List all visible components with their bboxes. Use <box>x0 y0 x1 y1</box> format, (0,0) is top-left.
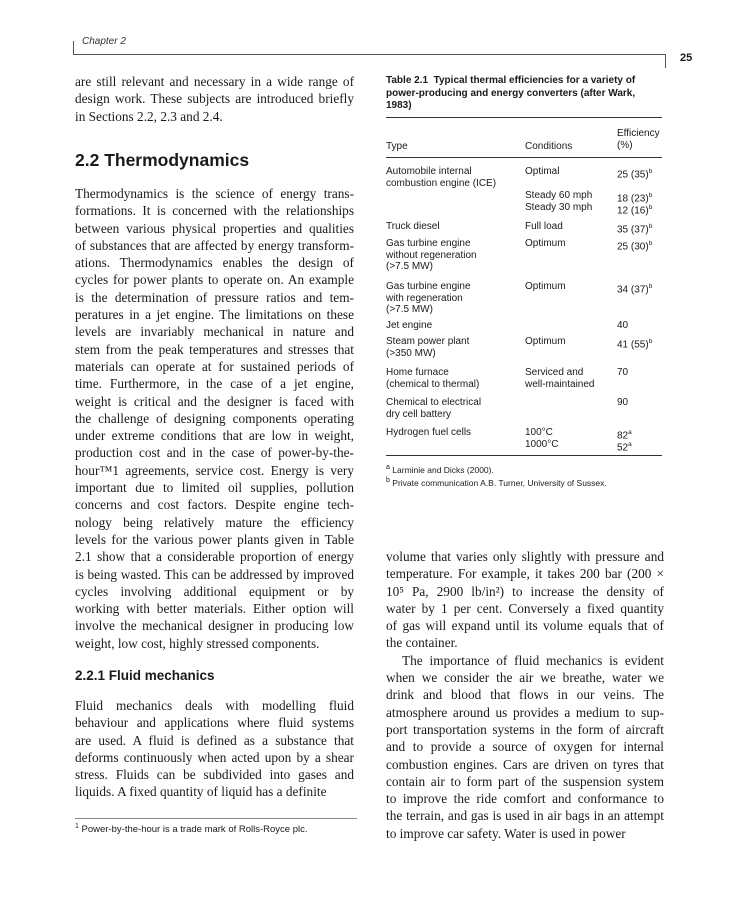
table-cell-conditions <box>525 190 592 202</box>
footnote-rule <box>75 818 357 819</box>
running-header-chapter: Chapter 2 <box>82 36 126 47</box>
table-cell-efficiency <box>617 202 652 217</box>
cell-text: with regeneration <box>386 292 463 304</box>
text-line: The importance of fluid mechanics is evident <box>402 652 664 668</box>
table-cell-type <box>386 281 471 293</box>
table-cell-type <box>386 178 496 190</box>
section-heading-thermodynamics: 2.2 Thermodynamics <box>75 150 250 170</box>
cell-text: 40 <box>617 320 629 331</box>
cell-text: (>350 MW) <box>386 347 436 359</box>
footnote <box>75 823 308 835</box>
text-line: behaviour and applications where fluid systems <box>75 715 354 731</box>
table-cell-conditions <box>525 439 558 451</box>
footnote-ref: b <box>648 240 653 247</box>
footnote-ref: a <box>628 440 632 448</box>
table-caption <box>386 75 662 113</box>
text-line: volume that varies only slightly with pressure and <box>386 549 664 564</box>
text-line: stem from the peak temperatures and stresses that <box>75 341 354 357</box>
text-line: drink and blood that flows in our veins. The <box>386 687 664 703</box>
header-rule-tick <box>73 41 74 55</box>
cell-text: 82 <box>617 430 629 442</box>
table-cell-type <box>386 348 436 360</box>
table-cell-efficiency <box>617 166 652 181</box>
text-line: involve the mechanical designer in producing low <box>75 618 354 634</box>
cell-text: dry cell battery <box>386 408 452 420</box>
fluid-mechanics-continued-paragraph <box>386 548 664 842</box>
text-line: when we consider the air we breathe, water we <box>386 670 664 686</box>
cell-text: 70 <box>617 367 629 378</box>
text-line: hour™1 agreements, service cost. Energy is very <box>75 462 354 478</box>
cell-text: (>7.5 MW) <box>386 304 433 315</box>
table-cell-efficiency <box>617 397 628 409</box>
cell-text: Automobile internal <box>386 166 472 177</box>
cell-text: 35 (37) <box>617 224 649 236</box>
table-note-mark: b <box>386 477 390 484</box>
table-note-a <box>386 464 494 475</box>
thermodynamics-paragraph <box>75 185 354 652</box>
footnote-mark: 1 <box>75 823 79 830</box>
text-line: ations. Thermodynamics enables the design of <box>75 255 354 271</box>
text-line: of gas will expand until its volume equals that of <box>386 618 664 634</box>
text-line: stress. Fluids can be subdivided into gases and <box>75 767 354 783</box>
cell-text: Steam power plant <box>386 336 470 347</box>
table-cell-efficiency <box>617 320 628 332</box>
table-label: Table 2.1 <box>386 75 429 86</box>
fluid-mechanics-paragraph <box>75 697 354 801</box>
subsection-heading-fluid-mechanics: 2.2.1 Fluid mechanics <box>75 668 215 683</box>
footnote-ref: b <box>648 223 653 230</box>
text-line: contain air to form part of the suspension system <box>386 773 664 789</box>
text-line: weight is critical and the designer is faced with <box>75 393 354 409</box>
cell-text: Truck diesel <box>386 221 440 232</box>
cell-text: 25 (35) <box>617 169 649 181</box>
text-line: important due to limited oil supplies, pollution <box>75 480 354 496</box>
column-header-type: Type <box>386 141 408 152</box>
cell-text: without regeneration <box>386 249 477 261</box>
text-line: water by 1 per cent. Conversely a fixed quantity <box>386 600 664 616</box>
cell-text: Gas turbine engine <box>386 238 471 249</box>
table-cell-type <box>386 379 479 391</box>
text-line: of substances that are affected by energy transform- <box>75 237 354 253</box>
table-cell-conditions <box>525 221 563 233</box>
text-line: is being wasted. This can be addressed by improved <box>75 566 354 582</box>
text-line: the container. <box>386 635 458 651</box>
text-line: time. Furthermore, in the case of a jet engine, <box>75 376 354 392</box>
text-line: cycles for power plants to operate on. An example <box>75 272 354 288</box>
cell-text: Optimum <box>525 238 566 249</box>
table-cell-conditions <box>525 166 559 178</box>
table-cell-efficiency <box>617 336 652 351</box>
cell-text: 90 <box>617 397 629 408</box>
text-line: production cost and in the case of power-by-the- <box>75 445 354 461</box>
cell-text: 52 <box>617 441 629 453</box>
cell-text: 12 (16) <box>617 204 649 216</box>
text-line: levels are invariably mechanical in nature and <box>75 324 354 340</box>
cell-text: Optimum <box>525 336 566 347</box>
table-cell-type <box>386 320 432 332</box>
table-cell-type <box>386 293 463 305</box>
text-line: combustion engines. Cars are driven on tyres that <box>386 756 664 772</box>
header-rule-tick <box>665 54 666 68</box>
table-cell-efficiency <box>617 439 632 454</box>
table-note-text: Larminie and Dicks (2000). <box>392 464 494 475</box>
table-rule <box>386 455 662 456</box>
cell-text: 41 (55) <box>617 339 649 351</box>
page-number: 25 <box>680 52 693 64</box>
table-rule <box>386 117 662 118</box>
intro-paragraph <box>75 73 354 125</box>
text-line: between various physical properties and qualities <box>75 220 354 236</box>
table-cell-type <box>386 409 451 421</box>
table-cell-conditions <box>525 379 594 391</box>
text-line: design work. These subjects are introduced briefly <box>75 91 354 107</box>
text-line: is the determination of pressure ratios and tem- <box>75 289 354 305</box>
footnote-ref: b <box>648 192 653 199</box>
table-note-b <box>386 477 607 488</box>
table-cell-conditions <box>525 281 566 293</box>
cell-text: Optimal <box>525 166 560 177</box>
text-line: 2.1 show that a considerable proportion of energy <box>75 549 354 565</box>
text-line: and to provide a source of oxygen for internal <box>386 739 664 755</box>
table-cell-conditions <box>525 336 566 348</box>
table-cell-type <box>386 250 477 262</box>
text-line: weight, low cost, highly stressed components. <box>75 635 320 651</box>
table-cell-type <box>386 238 471 250</box>
cell-text: Jet engine <box>386 320 433 331</box>
table-cell-efficiency <box>617 281 652 296</box>
table-cell-conditions <box>525 427 553 439</box>
cell-text: (>7.5 MW) <box>386 261 433 272</box>
text-line: peratures in a jet engine. The limitations on these <box>75 307 354 323</box>
table-cell-type <box>386 304 433 316</box>
cell-text: Chemical to electrical <box>386 397 482 408</box>
cell-text: Hydrogen fuel cells <box>386 427 472 438</box>
text-line: Thermodynamics is the science of energy trans- <box>75 186 354 201</box>
cell-text: Home furnace <box>386 367 449 378</box>
text-line: deforms continuously when acted upon by a shear <box>75 749 354 765</box>
text-line: formations. It is concerned with the relationships <box>75 203 354 219</box>
cell-text: 18 (23) <box>617 193 649 205</box>
table-cell-type <box>386 427 471 439</box>
table-cell-type <box>386 336 469 348</box>
text-line: Fluid mechanics deals with modelling fluid <box>75 698 354 713</box>
cell-text: 1000°C <box>525 438 559 450</box>
table-cell-efficiency <box>617 367 628 379</box>
text-line: under extreme conditions that are low in weight, <box>75 428 354 444</box>
table-cell-type <box>386 221 440 233</box>
table-note-mark: a <box>386 464 390 471</box>
table-cell-type <box>386 397 481 409</box>
table-caption-text: Typical thermal efficiencies for a variety of power-producing and energy converters (after Wark, 1983) <box>386 75 636 111</box>
column-header-efficiency <box>617 128 660 152</box>
table-rule <box>386 157 662 158</box>
footnote-ref: b <box>648 338 653 345</box>
text-line: are used. A fluid is defined as a substance that <box>75 732 354 748</box>
text-line: in Sections 2.2, 2.3 and 2.4. <box>75 108 223 124</box>
cell-text: Optimum <box>525 281 566 292</box>
column-header-efficiency-label: Efficiency <box>617 128 660 139</box>
text-line: to improve the ride comfort and conformance to <box>386 791 664 807</box>
cell-text: Full load <box>525 221 563 232</box>
text-line: are still relevant and necessary in a wide range of <box>75 74 354 89</box>
table-cell-type <box>386 261 433 273</box>
footnote-ref: a <box>628 429 632 436</box>
text-line: concerns and cost factors. Despite engine tech- <box>75 497 354 513</box>
table-cell-conditions <box>525 202 592 214</box>
text-line: the challenge of designing components operating <box>75 410 354 426</box>
text-line: to improve car safety. Water is used in power <box>386 825 626 841</box>
text-line: liquids. A fixed quantity of liquid has a definite <box>75 784 327 800</box>
cell-text: 100°C <box>525 427 553 438</box>
text-line: materials can operate at for sustained periods of <box>75 358 354 374</box>
cell-text: (chemical to thermal) <box>386 378 480 390</box>
footnote-text: Power-by-the-hour is a trade mark of Rolls-Royce plc. <box>81 824 308 836</box>
cell-text: 34 (37) <box>617 284 649 296</box>
cell-text: Steady 60 mph <box>525 190 593 201</box>
text-line: temperature. For example, it takes 200 bar (200 × <box>386 566 664 582</box>
text-line: 10⁵ Pa, 2900 lb/in²) to increase the density of <box>386 583 664 599</box>
text-line: working with better materials. Either option will <box>75 601 354 617</box>
cell-text: Steady 30 mph <box>525 201 593 213</box>
header-rule <box>73 54 666 55</box>
text-line: port transportation systems in the form of aircraft <box>386 721 664 737</box>
text-line: nology being relatively mature the efficiency <box>75 514 354 530</box>
column-header-efficiency-unit: (%) <box>617 140 633 151</box>
footnote-ref: b <box>648 283 653 290</box>
table-note-text: Private communication A.B. Turner, University of Sussex. <box>392 477 607 488</box>
table-cell-conditions <box>525 238 566 250</box>
text-line: the terrain, and gas is used in air bags in an attempt <box>386 808 664 824</box>
table-cell-conditions <box>525 367 583 379</box>
table-cell-efficiency <box>617 238 652 253</box>
cell-text: 25 (30) <box>617 241 649 253</box>
table-cell-efficiency <box>617 221 652 236</box>
column-header-conditions: Conditions <box>525 141 573 152</box>
cell-text: Gas turbine engine <box>386 281 471 292</box>
cell-text: well-maintained <box>525 378 595 390</box>
footnote-ref: b <box>648 203 653 211</box>
table-cell-type <box>386 166 472 178</box>
table-cell-type <box>386 367 449 379</box>
cell-text: combustion engine (ICE) <box>386 177 497 189</box>
cell-text: Serviced and <box>525 367 584 378</box>
text-line: levels for the various power plants given in Table <box>75 531 354 547</box>
text-line: atmosphere around us provides a medium to sup- <box>386 704 664 720</box>
text-line: cycles involving additional equipment or by <box>75 583 354 599</box>
footnote-ref: b <box>648 168 653 175</box>
